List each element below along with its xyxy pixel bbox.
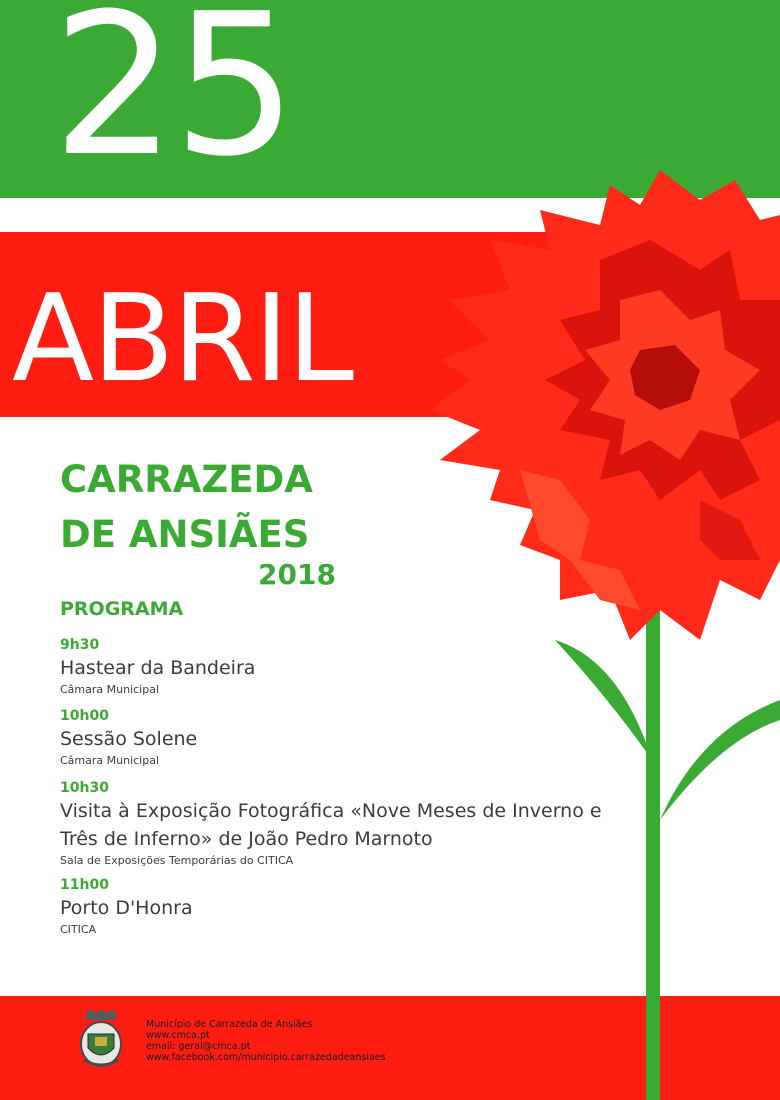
program-time: 9h30 <box>60 637 100 653</box>
program-time: 11h00 <box>60 877 109 893</box>
month-title: ABRIL <box>12 270 353 409</box>
program-event-line-1: Visita à Exposição Fotográfica «Nove Meses de Inverno e <box>60 800 602 822</box>
program-place: Câmara Municipal <box>60 683 160 696</box>
program-heading: PROGRAMA <box>60 598 184 620</box>
program-place: Sala de Exposições Temporárias do CITICA <box>60 854 294 867</box>
footer-municipality: Município de Carrazeda de Ansiães <box>146 1019 313 1030</box>
program-event: Sessão Solene <box>60 728 198 750</box>
town-name <box>60 452 313 562</box>
program-item <box>60 636 255 697</box>
program-time: 10h00 <box>60 708 109 724</box>
event-year: 2018 <box>258 558 336 591</box>
program-item <box>60 779 602 868</box>
program-place: CITICA <box>60 923 97 936</box>
footer-email[interactable]: email: geral@cmca.pt <box>146 1041 251 1052</box>
program-item <box>60 876 193 937</box>
program-time: 10h30 <box>60 780 109 796</box>
program-event-line-2: Três de Inferno» de João Pedro Marnoto <box>60 828 433 850</box>
program-place: Câmara Municipal <box>60 754 160 767</box>
town-line-1: CARRAZEDA <box>60 458 313 501</box>
footer-website-link[interactable]: www.cmca.pt <box>146 1030 210 1041</box>
footer-contact <box>146 1019 386 1063</box>
municipal-crest-icon <box>76 1010 126 1072</box>
day-number: 25 <box>52 0 294 200</box>
program-event: Porto D'Honra <box>60 897 193 919</box>
program-event: Hastear da Bandeira <box>60 657 256 679</box>
footer-facebook-link[interactable]: www.facebook.com/municipio.carrazedadeansiaes <box>146 1052 386 1063</box>
town-line-2: DE ANSIÃES <box>60 513 310 556</box>
program-item <box>60 707 197 768</box>
